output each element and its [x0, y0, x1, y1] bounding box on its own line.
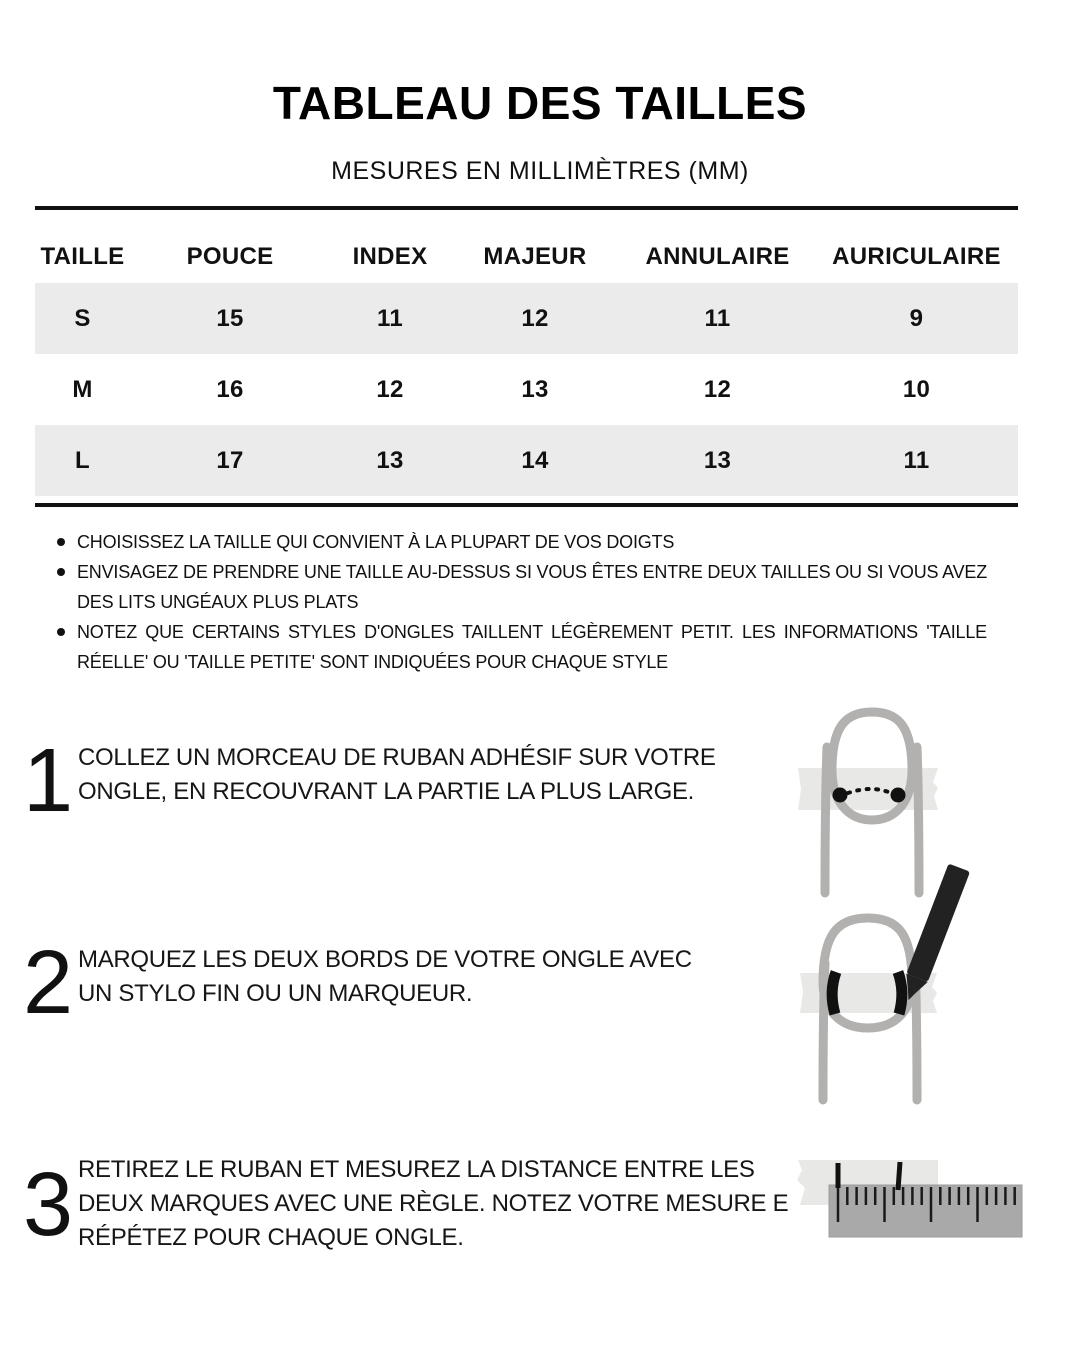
column-header-taille: TAILLE	[40, 242, 125, 270]
nail-mark-left	[832, 972, 836, 1014]
size-value: 16	[216, 375, 244, 403]
note-item	[55, 527, 987, 557]
bullet-icon	[57, 628, 65, 636]
column-header-index: INDEX	[352, 242, 428, 270]
column-header-annulaire: ANNULAIRE	[645, 242, 790, 270]
size-value: 17	[216, 446, 244, 474]
finger-marking-illustration	[770, 842, 1000, 1127]
bullet-icon	[57, 538, 65, 546]
size-value: 11	[903, 446, 930, 474]
table-header-row	[35, 230, 1018, 283]
step-2-number: 2	[23, 933, 74, 1033]
size-label: S	[74, 304, 91, 332]
table-row-s	[35, 283, 1018, 354]
size-value: 11	[377, 304, 403, 332]
size-label: L	[75, 446, 90, 474]
measure-dot-right	[891, 788, 906, 803]
size-value: 15	[216, 304, 244, 332]
table-row-l	[35, 425, 1018, 496]
ruler-measure-illustration	[778, 1128, 1032, 1248]
note-item	[55, 617, 987, 677]
step-3-number: 3	[23, 1155, 74, 1255]
size-value: 14	[521, 446, 549, 474]
note-text: NOTEZ QUE CERTAINS STYLES D'ONGLES TAILLENT LÉGÈREMENT PETIT. LES INFORMATIONS 'TAILLE RÉELLE' OU 'TAILLE PETITE' SONT INDIQUÉES POUR CHAQUE STYLE	[77, 622, 987, 672]
page-subtitle: MESURES EN MILLIMÈTRES (MM)	[331, 157, 749, 185]
pen-icon	[898, 863, 970, 1004]
size-value: 12	[521, 304, 549, 332]
size-value: 13	[376, 446, 404, 474]
divider-top	[35, 206, 1018, 210]
step-1-number: 1	[23, 731, 74, 831]
step-2-text: MARQUEZ LES DEUX BORDS DE VOTRE ONGLE AVEC UN STYLO FIN OU UN MARQUEUR.	[78, 946, 692, 1007]
size-value: 10	[902, 375, 931, 403]
nail-mark-right	[898, 972, 902, 1014]
step-3-text: RETIREZ LE RUBAN ET MESUREZ LA DISTANCE ENTRE LES DEUX MARQUES AVEC UNE RÈGLE. NOTEZ VOTRE MESURE E RÉPÉTEZ POUR CHAQUE ONGLE.	[78, 1156, 789, 1251]
size-label: M	[72, 375, 93, 403]
column-header-pouce: POUCE	[186, 242, 274, 270]
size-table	[35, 230, 1018, 496]
bullet-icon	[57, 568, 65, 576]
size-value: 12	[703, 375, 732, 403]
notes-list	[55, 527, 987, 677]
column-header-majeur: MAJEUR	[483, 242, 587, 270]
measure-dot-left	[833, 788, 848, 803]
table-row-m	[35, 354, 1018, 425]
step-1-text: COLLEZ UN MORCEAU DE RUBAN ADHÉSIF SUR VOTRE ONGLE, EN RECOUVRANT LA PARTIE LA PLUS LARGE.	[78, 744, 716, 805]
note-text: CHOISISSEZ LA TAILLE QUI CONVIENT À LA PLUPART DE VOS DOIGTS	[77, 532, 675, 552]
divider-bottom	[35, 503, 1018, 507]
size-value: 13	[703, 446, 732, 474]
column-header-auriculaire: AURICULAIRE	[832, 242, 1001, 270]
size-value: 11	[704, 304, 731, 332]
note-item	[55, 557, 987, 617]
size-value: 13	[521, 375, 549, 403]
size-value: 9	[909, 304, 924, 332]
ruler-icon	[829, 1185, 1022, 1237]
size-value: 12	[376, 375, 404, 403]
page-title: TABLEAU DES TAILLES	[272, 77, 808, 129]
note-text: ENVISAGEZ DE PRENDRE UNE TAILLE AU-DESSUS SI VOUS ÊTES ENTRE DEUX TAILLES OU SI VOUS AVEZ DES LITS UNGÉAUX PLUS PLATS	[77, 562, 987, 612]
